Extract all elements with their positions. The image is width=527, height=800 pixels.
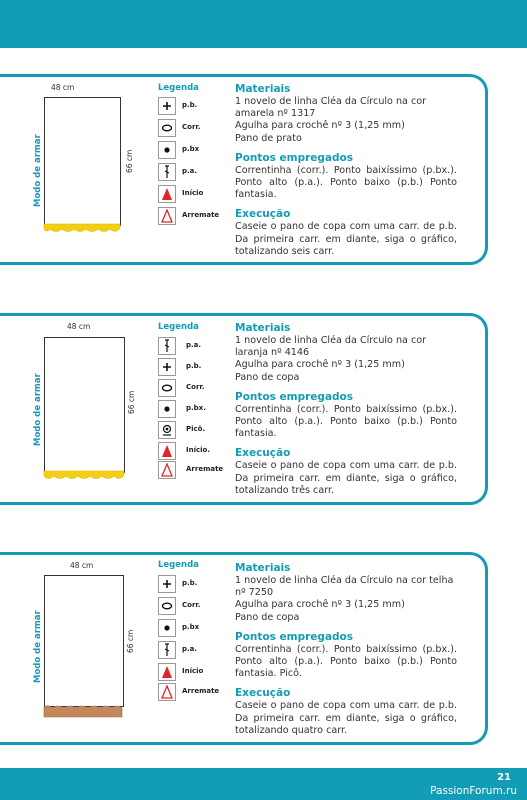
material-line: Agulha para crochê nº 3 (1,25 mm) <box>235 120 405 132</box>
stitches-text: Correntinha (corr.). Ponto baixíssimo (p.bx.). Ponto alto (p.a.). Ponto baixo (p.b.) Ponto fantasia. <box>235 403 457 440</box>
plus-icon <box>158 575 176 593</box>
material-line: Agulha para crochê nº 3 (1,25 mm) <box>235 599 405 611</box>
material-line: Pano de prato <box>235 132 302 144</box>
side-label: Modo de armar <box>33 134 43 207</box>
instructions-text <box>235 322 457 497</box>
instructions-text <box>235 83 457 258</box>
plus-icon <box>158 97 176 115</box>
side-label: Modo de armar <box>33 373 43 446</box>
towel-outline <box>44 337 125 473</box>
execution-title: Execução <box>235 447 291 460</box>
execution-text: Caseie o pano de copa com uma carr. de p.b. Da primeira carr. em diante, siga o gráfico, totalizando seis carr. <box>235 221 457 257</box>
pattern-card-terracotta: 48 cm 66 cm Modo de armar Legenda p.b. Corr. p.bx p.a. Início Arremate Materiais 1 novelo de linha Cléa da Círculo na cor telha nº 7250 Agulha para crochê nº 3 (1,25 mm) Pano de copa Pontos empregados Correntinha (corr.). Ponto baixíssimo (p.bx.). Ponto alto (p.a.). Ponto baixo (p.b.) Ponto fantasia. Picô. Execução Caseie o pano de copa com uma carr. de p.b. Da primeira carr. em diante, siga o gráfico, totalizando quatro carr. <box>0 552 488 745</box>
side-label: Modo de armar <box>33 610 43 683</box>
width-label: 48 cm <box>70 561 94 570</box>
materials-title: Materiais <box>235 83 291 95</box>
plus-icon <box>158 358 176 376</box>
height-label: 66 cm <box>125 149 134 173</box>
execution-title: Execução <box>235 687 291 700</box>
stitches-text: Correntinha (corr.). Ponto baixíssimo (p.bx.). Ponto alto (p.a.). Ponto baixo (p.b.) Ponto fantasia. <box>235 164 457 201</box>
width-label: 48 cm <box>51 83 75 92</box>
pattern-card-yellow: 48 cm 66 cm Modo de armar Legenda p.b. Corr. p.bx p.a. Início Arremate Materiais 1 novelo de linha Cléa da Círculo na cor amarela nº 1317 Agulha para crochê nº 3 (1,25 mm) Pano de prato Pontos empregados Correntinha (corr.). Ponto baixíssimo (p.bx.). Ponto alto (p.a.). Ponto baixo (p.b.) Ponto fantasia. Execução Caseie o pano de copa com uma carr. de p.b. Da primeira carr. em diante, siga o gráfico, totalizando seis carr. <box>0 74 488 265</box>
legend-title: Legenda <box>158 322 199 332</box>
stitches-text: Correntinha (corr.). Ponto baixíssimo (p.bx.). Ponto alto (p.a.). Ponto baixo (p.b.) Ponto fantasia. Picô. <box>235 643 457 680</box>
oval-icon <box>158 597 176 615</box>
top-header-band <box>0 0 527 48</box>
execution-title: Execução <box>235 208 291 221</box>
crochet-edging-yellow <box>42 222 122 236</box>
picot-icon <box>158 421 176 439</box>
stitches-title: Pontos empregados <box>235 390 353 403</box>
height-label: 66 cm <box>126 629 135 653</box>
execution-text: Caseie o pano de copa com uma carr. de p.b. Da primeira carr. em diante, siga o gráfico, totalizando quatro carr. <box>235 700 457 736</box>
materials-title: Materiais <box>235 562 291 574</box>
dot-icon <box>158 400 176 418</box>
material-line: 1 novelo de linha Cléa da Círculo na cor laranja nº 4146 <box>235 335 427 359</box>
height-label: 66 cm <box>127 390 136 414</box>
material-line: Agulha para crochê nº 3 (1,25 mm) <box>235 359 405 371</box>
finish-arrow-icon <box>158 461 176 479</box>
execution-text: Caseie o pano de copa com uma carr. de p.b. Da primeira carr. em diante, siga o gráfico, totalizando três carr. <box>235 460 457 496</box>
materials-title: Materiais <box>235 322 291 334</box>
watermark-text: PassionForum.ru <box>430 785 517 797</box>
legend-title: Legenda <box>158 83 199 93</box>
start-arrow-icon <box>158 663 176 681</box>
material-line: 1 novelo de linha Cléa da Círculo na cor telha nº 7250 <box>235 575 454 599</box>
instructions-text <box>235 562 457 737</box>
finish-arrow-icon <box>158 207 176 225</box>
start-arrow-icon <box>158 185 176 203</box>
dot-icon <box>158 619 176 637</box>
double-crochet-icon <box>158 163 176 181</box>
material-line: Pano de copa <box>235 371 300 383</box>
stitches-title: Pontos empregados <box>235 630 353 643</box>
finish-arrow-icon <box>158 683 176 701</box>
dot-icon <box>158 141 176 159</box>
towel-outline <box>44 97 121 226</box>
double-crochet-icon <box>158 641 176 659</box>
material-line: Pano de copa <box>235 611 300 623</box>
pattern-card-orange: 48 cm 66 cm Modo de armar Legenda p.a. p.b. Corr. p.bx. Picô. Início. Arremate Materiais 1 novelo de linha Cléa da Círculo na cor laranja nº 4146 Agulha para crochê nº 3 (1,25 mm) Pano de copa Pontos empregados Correntinha (corr.). Ponto baixíssimo (p.bx.). Ponto alto (p.a.). Ponto baixo (p.b.) Ponto fantasia. Execução Caseie o pano de copa com uma carr. de p.b. Da primeira carr. em diante, siga o gráfico, totalizando três carr. <box>0 313 488 505</box>
material-line: 1 novelo de linha Cléa da Círculo na cor amarela nº 1317 <box>235 96 427 120</box>
crochet-edging-orange <box>42 469 126 483</box>
crochet-edging-terracotta <box>42 705 124 721</box>
stitches-title: Pontos empregados <box>235 151 353 164</box>
start-arrow-icon <box>158 442 176 460</box>
oval-icon <box>158 379 176 397</box>
width-label: 48 cm <box>67 322 91 331</box>
page-number: 21 <box>497 772 511 783</box>
double-crochet-icon <box>158 337 176 355</box>
legend-title: Legenda <box>158 560 199 570</box>
bottom-footer-band <box>0 768 527 800</box>
towel-outline <box>44 575 124 707</box>
oval-icon <box>158 119 176 137</box>
